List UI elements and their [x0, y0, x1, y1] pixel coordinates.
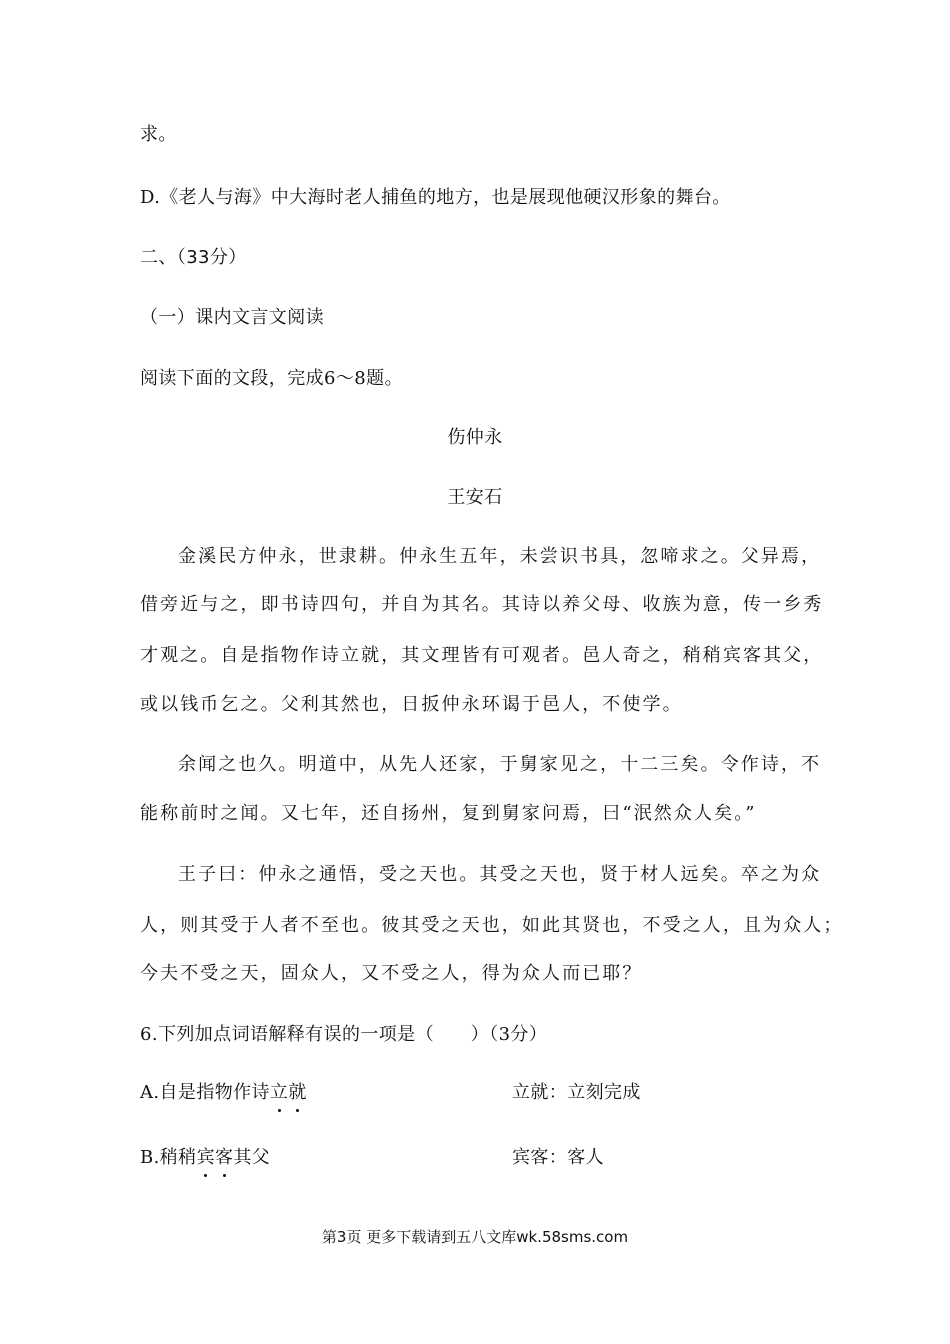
option-d-text: D.《老人与海》中大海时老人捕鱼的地方，也是展现他硬汉形象的舞台。 [140, 187, 731, 208]
passage-p2-line-2: 能称前时之闻。又七年，还自扬州，复到舅家问焉，曰“泯然众人矣。” [140, 803, 757, 824]
passage-p2-line-1: 余闻之也久。明道中，从先人还家，于舅家见之，十二三矣。令作诗，不 [178, 754, 822, 775]
question-6-option-a [140, 1080, 840, 1106]
question-6-stem: 6.下列加点词语解释有误的一项是（ ）（3分） [140, 1024, 548, 1045]
poem-title: 伤仲永 [447, 427, 503, 448]
question-6-option-b [140, 1145, 840, 1171]
option-b-dotted-char-2: 客 [215, 1145, 233, 1171]
option-a-explanation: 立就：立刻完成 [512, 1082, 641, 1103]
reading-instruction: 阅读下面的文段，完成6～8题。 [140, 368, 403, 389]
passage-p3-line-1: 王子曰：仲永之通悟，受之天也。其受之天也，贤于材人远矣。卒之为众 [178, 864, 822, 885]
subsection-heading: （一）课内文言文阅读 [140, 307, 324, 328]
option-b-explanation: 宾客：客人 [512, 1147, 604, 1168]
passage-p1-line-2: 借旁近与之，即书诗四句，并自为其名。其诗以养父母、收族为意，传一乡秀 [140, 594, 824, 615]
option-b-suffix: 其父 [233, 1147, 271, 1168]
page-footer: 第3页 更多下载请到五八文库wk.58sms.com [321, 1228, 629, 1246]
option-a-dotted-char-2: 就 [288, 1080, 306, 1106]
passage-p1-line-4: 或以钱币乞之。父利其然也，日扳仲永环谒于邑人，不使学。 [140, 694, 683, 715]
section-heading-two: 二、（33分） [140, 247, 247, 268]
option-a-prefix: A.自是指物作诗 [140, 1082, 270, 1103]
option-a-dotted-char-1: 立 [270, 1080, 288, 1106]
option-b-prefix: B.稍稍 [140, 1147, 197, 1168]
passage-p1-line-1: 金溪民方仲永，世隶耕。仲永生五年，未尝识书具，忽啼求之。父异焉， [178, 546, 822, 567]
poem-author: 王安石 [447, 487, 503, 508]
option-b-dotted-char-1: 宾 [197, 1145, 215, 1171]
intro-tail-text: 求。 [140, 124, 177, 145]
passage-p3-line-2: 人，则其受于人者不至也。彼其受之天也，如此其贤也，不受之人，且为众人； [140, 915, 844, 936]
passage-p1-line-3: 才观之。自是指物作诗立就，其文理皆有可观者。邑人奇之，稍稍宾客其父， [140, 645, 824, 666]
passage-p3-line-3: 今夫不受之天，固众人，又不受之人，得为众人而已耶？ [140, 963, 643, 984]
